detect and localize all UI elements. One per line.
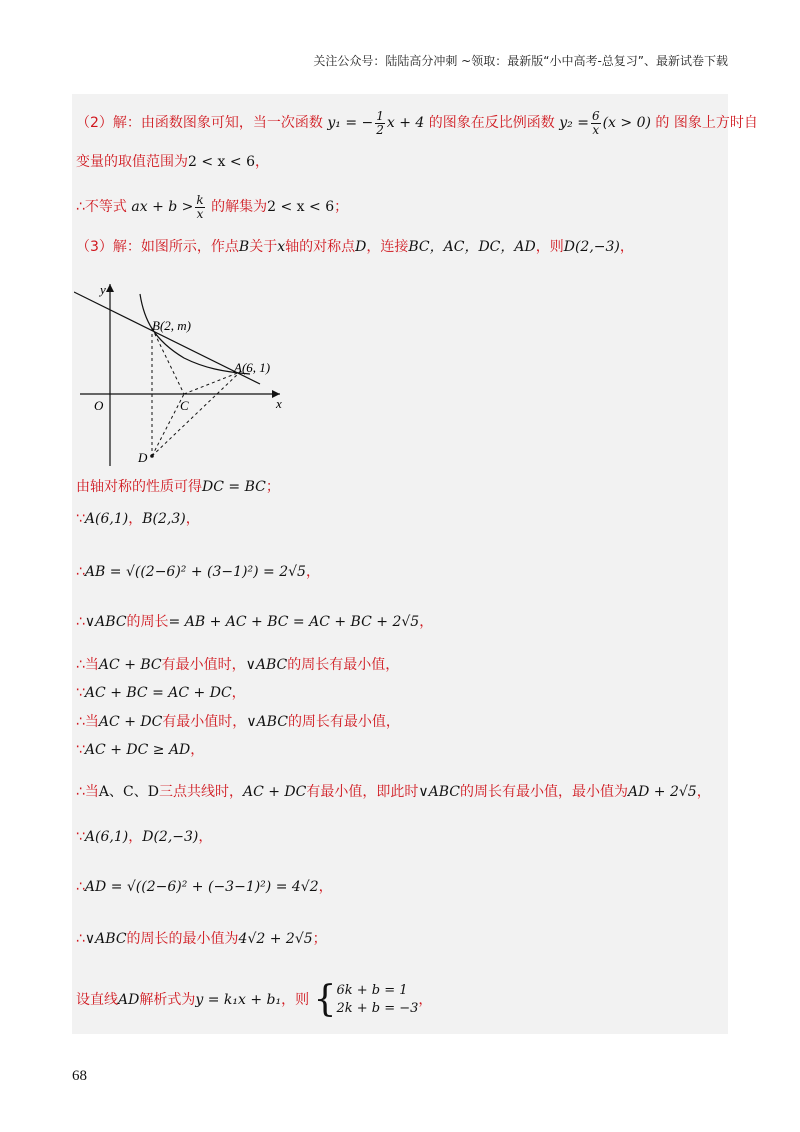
label-x: x: [276, 396, 282, 411]
linear-function: y₁ = − $\frac{1}{2}$ x + 4: [327, 109, 425, 137]
line-6: ∵A(6,1)，B(2,3)，: [76, 511, 200, 527]
y-axis-arrow: [106, 284, 114, 292]
coordinate-graph: [74, 280, 294, 470]
line-10: ∵AC + BC = AC + DC，: [76, 685, 246, 701]
line-1: （2）解：由函数图象可知，当一次函数 y₁ = − $\frac{1}{2}$ x + 4 的图象在反比例函数 y₂ = $\frac{6}{x}$ (x > 0) 的 图象上方时自: [76, 109, 758, 137]
label-D: D: [138, 450, 148, 465]
label-B: B(2, m): [152, 318, 191, 333]
page-number: 68: [72, 1068, 87, 1084]
line-14: ∵A(6,1)，D(2,−3)，: [76, 829, 213, 845]
line-16: ∴∨ABC的周长的最小值为4√2 + 2√5；: [76, 931, 327, 947]
line-13: ∴当A、C、D三点共线时，AC + DC有最小值，即此时∨ABC的周长有最小值，最小值为AD + 2√5，: [76, 784, 711, 800]
segment-DA: [152, 372, 240, 456]
label-A: A(6, 1): [234, 360, 271, 375]
line-5: 由轴对称的性质可得DC = BC；: [76, 479, 280, 495]
line-4: （3）解：如图所示，作点B关于x轴的对称点D，连接BC，AC，DC，AD，则D(2,−3)，: [76, 239, 634, 255]
line-7: ∴AB = √((2−6)² + (3−1)²) = 2√5，: [76, 564, 320, 580]
line-15: ∴AD = √((2−6)² + (−3−1)²) = 4√2，: [76, 879, 333, 895]
label-origin: O: [94, 398, 104, 413]
segment-CA: [184, 372, 240, 394]
line-2: 变量的取值范围为2 < x < 6，: [76, 154, 269, 170]
line-3: ∴不等式 ax + b > $\frac{k}{x}$ 的解集为2 < x < 6；: [76, 193, 349, 221]
linear-line: [74, 292, 260, 384]
line-12: ∵AC + DC ≥ AD，: [76, 742, 205, 758]
line-8: ∴∨ABC的周长= AB + AC + BC = AC + BC + 2√5，: [76, 614, 434, 630]
label-C: C: [180, 398, 189, 413]
point-D: [150, 454, 154, 458]
line-9: ∴当AC + BC有最小值时，∨ABC的周长有最小值，: [76, 657, 400, 673]
page-header: 关注公众号：陆陆高分冲刺 ~领取：最新版“小中高考-总复习”、最新试卷下载: [313, 54, 728, 68]
line-11: ∴当AC + DC有最小值时，∨ABC的周长有最小值，: [76, 714, 400, 730]
line-17: 设直线AD解析式为y = k₁x + b₁，则 { 6k + b = 1 2k + b = −3 ，: [76, 979, 433, 1020]
label-y: y: [100, 282, 106, 297]
inverse-function: y₂ = $\frac{6}{x}$ (x > 0): [559, 109, 651, 137]
